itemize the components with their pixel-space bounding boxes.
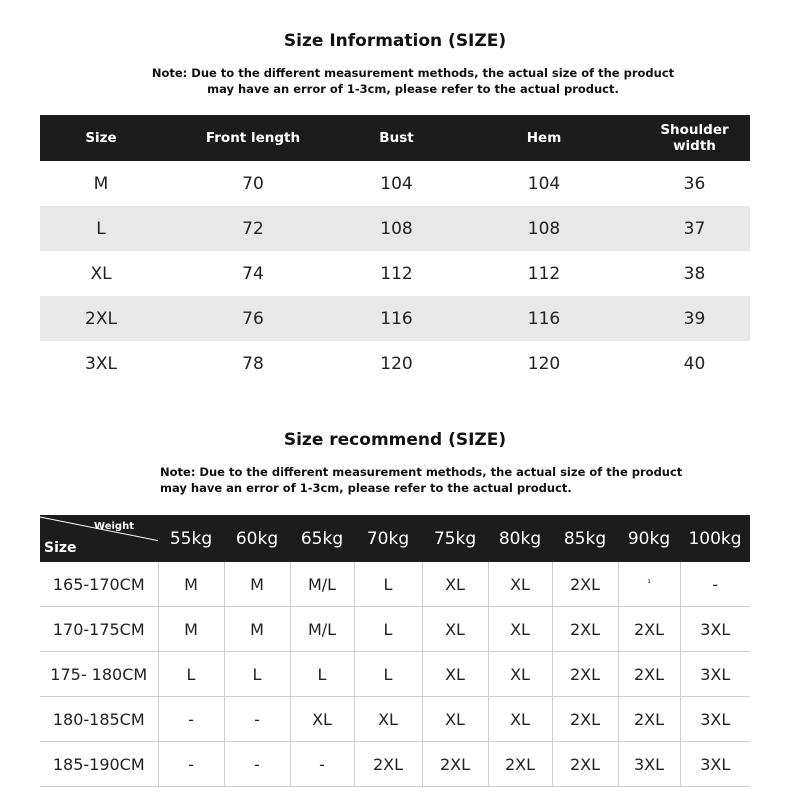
- size-recommend-header-row: [40, 515, 750, 562]
- weight-header: 70kg: [354, 515, 422, 562]
- size-info-title: Size Information (SIZE): [283, 31, 507, 51]
- size-cell: 3XL: [680, 697, 750, 742]
- size-cell: XL: [488, 652, 552, 697]
- weight-header: 75kg: [422, 515, 488, 562]
- size-cell: XL: [422, 697, 488, 742]
- size-cell: M/L: [290, 562, 354, 607]
- table-row: [40, 652, 750, 697]
- corner-size-label: Size: [44, 540, 77, 556]
- weight-header: 100kg: [680, 515, 750, 562]
- size-cell: 2XL: [618, 607, 680, 652]
- size-cell: XL: [422, 652, 488, 697]
- size-cell: 2XL: [552, 697, 618, 742]
- size-cell: L: [290, 652, 354, 697]
- size-cell: 2XL: [552, 562, 618, 607]
- cell-hem: 104: [527, 173, 561, 194]
- cell-bust: 104: [380, 173, 413, 194]
- header-shoulder-width: Shoulder width: [639, 115, 750, 161]
- size-info-note: [0, 66, 790, 97]
- size-cell: 2XL: [488, 742, 552, 787]
- size-info-note-line1: Note: Due to the different measurement methods, the actual size of the product: [151, 66, 675, 80]
- size-cell: 2XL: [354, 742, 422, 787]
- size-cell: -: [224, 742, 290, 787]
- size-recommend-table: [40, 515, 750, 787]
- cell-shoulder-width: 39: [639, 296, 750, 341]
- size-cell: -: [224, 697, 290, 742]
- size-cell: M: [158, 607, 224, 652]
- size-cell: ¹: [618, 562, 680, 607]
- size-cell: XL: [488, 697, 552, 742]
- cell-hem: 116: [449, 296, 639, 341]
- weight-header: 80kg: [488, 515, 552, 562]
- header-bust: Bust: [344, 115, 449, 161]
- header-hem: Hem: [449, 115, 639, 161]
- cell-shoulder-width: 40: [683, 353, 706, 374]
- size-recommend-title: Size recommend (SIZE): [283, 430, 507, 450]
- size-cell: XL: [290, 697, 354, 742]
- size-recommend-note-line1: Note: Due to the different measurement methods, the actual size of the product: [160, 465, 683, 479]
- cell-bust: 108: [344, 206, 449, 251]
- size-cell: XL: [488, 607, 552, 652]
- size-cell: -: [158, 742, 224, 787]
- weight-header: 60kg: [224, 515, 290, 562]
- size-cell: M: [158, 562, 224, 607]
- cell-size: XL: [90, 263, 112, 284]
- size-cell: -: [680, 562, 750, 607]
- cell-size: 2XL: [40, 296, 162, 341]
- size-cell: L: [354, 607, 422, 652]
- size-cell: 3XL: [680, 742, 750, 787]
- height-cell: 165-170CM: [40, 562, 158, 607]
- size-cell: L: [354, 562, 422, 607]
- cell-hem: 120: [527, 353, 561, 374]
- weight-header: 85kg: [552, 515, 618, 562]
- weight-header: 55kg: [158, 515, 224, 562]
- cell-front-length: 76: [162, 296, 344, 341]
- size-cell: XL: [422, 607, 488, 652]
- table-row: [40, 206, 750, 251]
- table-row: [40, 296, 750, 341]
- size-info-table: [40, 115, 750, 386]
- size-cell: -: [158, 697, 224, 742]
- cell-size: 3XL: [85, 353, 117, 374]
- cell-front-length: 72: [162, 206, 344, 251]
- cell-front-length: 70: [242, 173, 264, 194]
- size-cell: 3XL: [680, 607, 750, 652]
- cell-hem: 112: [527, 263, 561, 284]
- cell-shoulder-width: 38: [683, 263, 706, 284]
- size-recommend-note: [160, 465, 720, 496]
- size-cell: 2XL: [618, 697, 680, 742]
- size-cell: 2XL: [618, 652, 680, 697]
- height-cell: 175- 180CM: [40, 652, 158, 697]
- cell-shoulder-width: 37: [639, 206, 750, 251]
- cell-front-length: 74: [242, 263, 264, 284]
- size-cell: M: [224, 607, 290, 652]
- table-row: [40, 562, 750, 607]
- size-info-note-line2: may have an error of 1-3cm, please refer to the actual product.: [207, 81, 619, 96]
- size-recommend-note-line2: may have an error of 1-3cm, please refer to the actual product.: [160, 480, 572, 495]
- size-cell: 2XL: [422, 742, 488, 787]
- size-cell: XL: [422, 562, 488, 607]
- height-cell: 170-175CM: [40, 607, 158, 652]
- height-cell: 185-190CM: [40, 742, 158, 787]
- size-cell: -: [290, 742, 354, 787]
- cell-bust: 112: [380, 263, 413, 284]
- cell-size: M: [93, 173, 109, 194]
- size-cell: 2XL: [552, 742, 618, 787]
- size-cell: L: [224, 652, 290, 697]
- size-cell: 3XL: [618, 742, 680, 787]
- size-cell: L: [158, 652, 224, 697]
- header-front-length: Front length: [162, 115, 344, 161]
- size-cell: XL: [488, 562, 552, 607]
- cell-bust: 116: [344, 296, 449, 341]
- weight-header: 65kg: [290, 515, 354, 562]
- table-row: [40, 341, 750, 386]
- size-cell: M: [224, 562, 290, 607]
- weight-header: 90kg: [618, 515, 680, 562]
- header-size: Size: [40, 115, 162, 161]
- size-info-header-row: [40, 115, 750, 161]
- table-row: [40, 697, 750, 742]
- cell-shoulder-width: 36: [683, 173, 706, 194]
- size-cell: XL: [354, 697, 422, 742]
- size-cell: 2XL: [552, 652, 618, 697]
- size-cell: 3XL: [680, 652, 750, 697]
- table-row: [40, 161, 750, 206]
- cell-size: L: [40, 206, 162, 251]
- cell-hem: 108: [449, 206, 639, 251]
- size-cell: 2XL: [552, 607, 618, 652]
- cell-front-length: 78: [242, 353, 264, 374]
- corner-weight-label: Weight: [94, 521, 134, 532]
- table-row: [40, 607, 750, 652]
- height-cell: 180-185CM: [40, 697, 158, 742]
- table-row: [40, 251, 750, 296]
- corner-header: [40, 515, 158, 562]
- size-cell: M/L: [290, 607, 354, 652]
- table-row: [40, 742, 750, 787]
- size-cell: L: [354, 652, 422, 697]
- cell-bust: 120: [380, 353, 413, 374]
